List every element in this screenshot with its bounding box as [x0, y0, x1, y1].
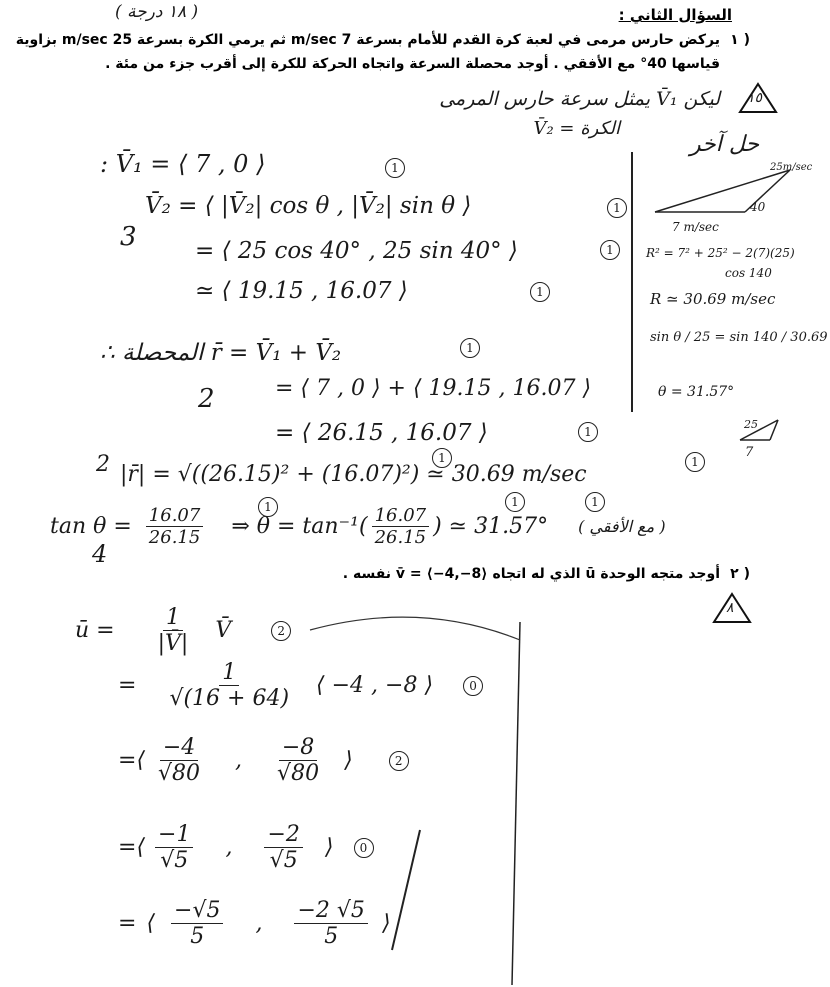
step3-a-num: −4 — [160, 735, 198, 761]
step4-a-den: √5 — [160, 848, 189, 873]
step2-den: √(16 + 64) — [169, 686, 290, 711]
mark-3: 1 — [600, 240, 620, 260]
q2-mark-4: 0 — [354, 838, 374, 858]
q2-score-triangle: ٨ — [712, 592, 752, 624]
tan-frac-num: 16.07 — [146, 505, 204, 527]
step3-a-den: √80 — [158, 761, 201, 786]
comma-5: , — [255, 911, 263, 936]
q2-number: ٢ ) — [730, 566, 750, 582]
let-line-2: الكرة = V̄₂ — [533, 118, 620, 139]
resultant-line: ∴ المحصلة r̄ = V̄₁ + V̄₂ — [100, 340, 342, 366]
q1-text-line1: يركض حارس مرمى في لعبة كرة القدم للأمام بسرعة 7 m/sec ثم يرمي الكرة بسرعة 25 m/sec بزاوية — [15, 32, 720, 48]
lt-5: ⟨ — [146, 911, 156, 936]
q1-number: ١ ) — [730, 32, 750, 48]
side-line-7: 7 m/sec — [672, 220, 719, 234]
lt-4: ⟨ — [136, 835, 146, 860]
unit-vector-step4 — [118, 822, 374, 873]
mark-5: 1 — [460, 338, 480, 358]
step5-a-num: −√5 — [171, 898, 223, 924]
step5-a — [171, 898, 223, 949]
u-lhs: ū = — [75, 618, 115, 643]
step1-tail: V̄ — [215, 618, 232, 643]
gt-5: ⟩ — [381, 911, 391, 936]
side-r-value: R ≃ 30.69 m/sec — [650, 290, 776, 308]
side-law-cosines: R² = 7² + 25² − 2(7)(25) — [646, 246, 795, 260]
step2-num: 1 — [219, 660, 239, 686]
tan-inverse: ⇒ θ = tan⁻¹( — [231, 514, 368, 539]
side-line-25: 25m/sec — [770, 162, 813, 173]
step3-b-den: √80 — [277, 761, 320, 786]
let-line-1: ليكن V̄₁ يمثل سرعة حارس المرمى — [439, 88, 720, 110]
step3-a — [155, 735, 203, 786]
comma-3: , — [235, 748, 243, 773]
lt-3: ⟨ — [136, 748, 146, 773]
unit-vector-step1 — [75, 605, 291, 656]
margin-score-2: 2 — [198, 384, 215, 414]
step5-a-den: 5 — [190, 924, 205, 949]
q2-mark-1: 2 — [271, 621, 291, 641]
eq-5: = — [118, 911, 137, 936]
step5-b — [294, 898, 367, 949]
step4-b — [264, 822, 302, 873]
resultant-sum-line: = ⟨ 7 , 0 ⟩ + ⟨ 19.15 , 16.07 ⟩ — [275, 376, 592, 401]
step4-a-num: −1 — [155, 822, 193, 848]
question-title: السؤال الثاني : — [618, 6, 732, 24]
step2-tail: ⟨ −4 , −8 ⟩ — [316, 673, 434, 698]
q2-mark-3: 2 — [389, 751, 409, 771]
unit-vector-step3 — [118, 735, 409, 786]
step3-b — [274, 735, 322, 786]
mark-4: 1 — [530, 282, 550, 302]
step3-b-num: −8 — [279, 735, 317, 761]
step1-den: |V̄| — [157, 631, 189, 656]
eq-2: = — [118, 673, 137, 698]
gt-3: ⟩ — [344, 748, 353, 773]
step4-b-den: √5 — [269, 848, 298, 873]
q1-score-triangle: ١٥ — [738, 82, 778, 114]
step1-frac — [155, 605, 192, 656]
step2-frac — [166, 660, 292, 711]
q2-text: أوجد متجه الوحدة ū الذي له اتجاه v̄ = ⟨−4,−8⟩ نفسه . — [342, 566, 720, 582]
resultant-value-line: = ⟨ 26.15 , 16.07 ⟩ — [275, 420, 488, 446]
unit-vector-step5 — [118, 898, 391, 949]
comma-4: , — [225, 835, 233, 860]
step5-b-num: −2 √5 — [294, 898, 367, 924]
v2-line: V̄₂ = ⟨ |V̄₂| cos θ , |V̄₂| sin θ ⟩ — [145, 193, 472, 219]
unit-vector-step2 — [118, 660, 483, 711]
side-angle: θ = 31.57° — [658, 384, 735, 400]
mark-10: 1 — [505, 492, 525, 512]
grade-note: ( ١٨ درجة ) — [115, 2, 199, 22]
step4-b-num: −2 — [264, 822, 302, 848]
tan-frac-den: 26.15 — [148, 527, 201, 548]
step1-num: 1 — [163, 605, 183, 631]
side-mini-25: 25 — [744, 418, 758, 431]
margin-score-3: 2 — [96, 452, 110, 477]
eq-3: = — [118, 748, 137, 773]
side-mini-7: 7 — [745, 445, 754, 460]
mark-11: 1 — [585, 492, 605, 512]
side-line-40: 40 — [750, 200, 766, 214]
side-cos: cos 140 — [725, 266, 772, 280]
v1-line: : V̄₁ = ⟨ 7 , 0 ⟩ — [100, 150, 266, 178]
mark-2: 1 — [607, 198, 627, 218]
angle-result: ) ≃ 31.57° — [433, 514, 549, 539]
step5-b-den: 5 — [324, 924, 339, 949]
side-title: حل آخر — [690, 132, 760, 157]
eq-4: = — [118, 835, 137, 860]
step4-a — [155, 822, 193, 873]
mark-9: 1 — [258, 497, 278, 517]
mark-7: 1 — [432, 448, 452, 468]
v2-approx-line: ≃ ⟨ 19.15 , 16.07 ⟩ — [195, 278, 408, 304]
gt-4: ⟩ — [324, 835, 334, 860]
side-law-sines: sin θ / 25 = sin 140 / 30.69 — [650, 330, 828, 345]
margin-score-4: 4 — [92, 540, 108, 568]
angle-note: ( مع الأفقي ) — [578, 517, 666, 536]
tan-inv-frac-den: 26.15 — [374, 527, 427, 548]
tan-lhs: tan θ = — [50, 514, 132, 539]
q1-text-line2: قياسها 40° مع الأفقي . أوجد محصلة السرعة واتجاه الحركة للكرة إلى أقرب جزء من مئة . — [105, 56, 720, 72]
mark-8: 1 — [685, 452, 705, 472]
mark-1: 1 — [385, 158, 405, 178]
magnitude-line: |r̄| = √((26.15)² + (16.07)²) ≃ 30.69 m/sec — [120, 462, 587, 487]
margin-score-1: 3 — [120, 222, 137, 252]
tan-inv-frac-num: 16.07 — [372, 505, 430, 527]
v2-sub-line: = ⟨ 25 cos 40° , 25 sin 40° ⟩ — [195, 238, 518, 264]
q2-mark-2: 0 — [463, 676, 483, 696]
mark-6: 1 — [578, 422, 598, 442]
